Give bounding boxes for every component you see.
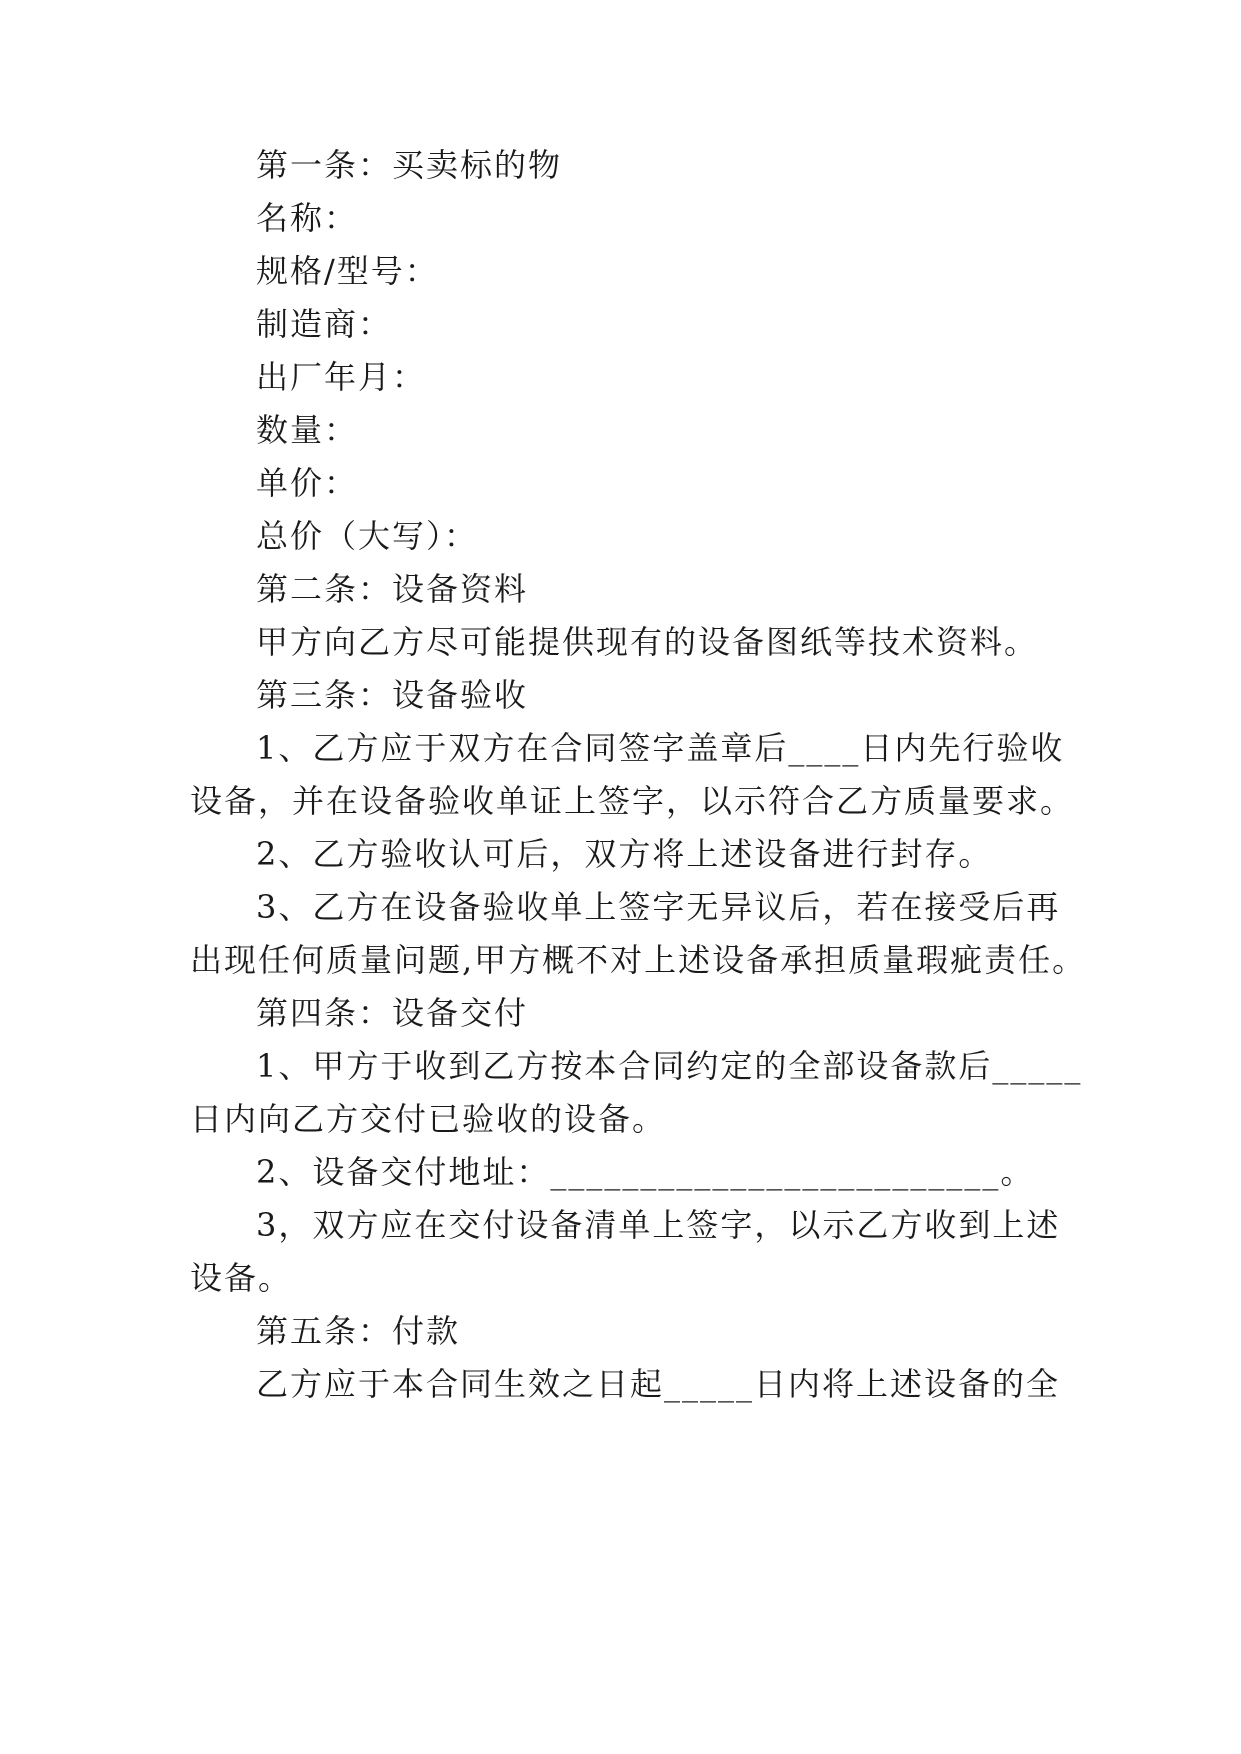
article-5-heading: 第五条：付款: [256, 1312, 461, 1350]
field-name: 名称：: [256, 199, 359, 237]
article-4-item-1-line-2: 日内向乙方交付已验收的设备。: [190, 1100, 667, 1138]
field-manufacture-date: 出厂年月：: [256, 358, 427, 396]
field-quantity: 数量：: [256, 411, 359, 449]
field-model: 规格/型号：: [256, 252, 439, 290]
article-3-item-3-line-2: 出现任何质量问题,甲方概不对上述设备承担质量瑕疵责任。: [190, 941, 1087, 979]
article-2-text: 甲方向乙方尽可能提供现有的设备图纸等技术资料。: [256, 623, 1039, 661]
article-4-heading: 第四条：设备交付: [256, 994, 529, 1032]
field-unit-price: 单价：: [256, 464, 359, 502]
article-1-heading: 第一条：买卖标的物: [256, 146, 563, 184]
field-manufacturer: 制造商：: [256, 305, 393, 343]
article-2-heading: 第二条：设备资料: [256, 570, 529, 608]
article-3-item-2: 2、乙方验收认可后，双方将上述设备进行封存。: [256, 835, 993, 873]
article-3-item-3-line-1: 3、乙方在设备验收单上签字无异议后，若在接受后再: [256, 888, 1061, 926]
article-4-item-1-line-1: 1、甲方于收到乙方按本合同约定的全部设备款后_____: [256, 1047, 1083, 1085]
article-4-item-2: 2、设备交付地址：_________________________。: [256, 1153, 1035, 1191]
article-3-heading: 第三条：设备验收: [256, 676, 529, 714]
article-5-text: 乙方应于本合同生效之日起_____日内将上述设备的全: [256, 1365, 1061, 1403]
article-4-item-3-line-1: 3，双方应在交付设备清单上签字，以示乙方收到上述: [256, 1206, 1061, 1244]
article-4-item-3-line-2: 设备。: [190, 1259, 293, 1297]
field-total-price: 总价（大写）：: [256, 517, 479, 555]
article-3-item-1-line-1: 1、乙方应于双方在合同签字盖章后____日内先行验收: [256, 729, 1065, 767]
article-3-item-1-line-2: 设备，并在设备验收单证上签字，以示符合乙方质量要求。: [190, 782, 1075, 820]
